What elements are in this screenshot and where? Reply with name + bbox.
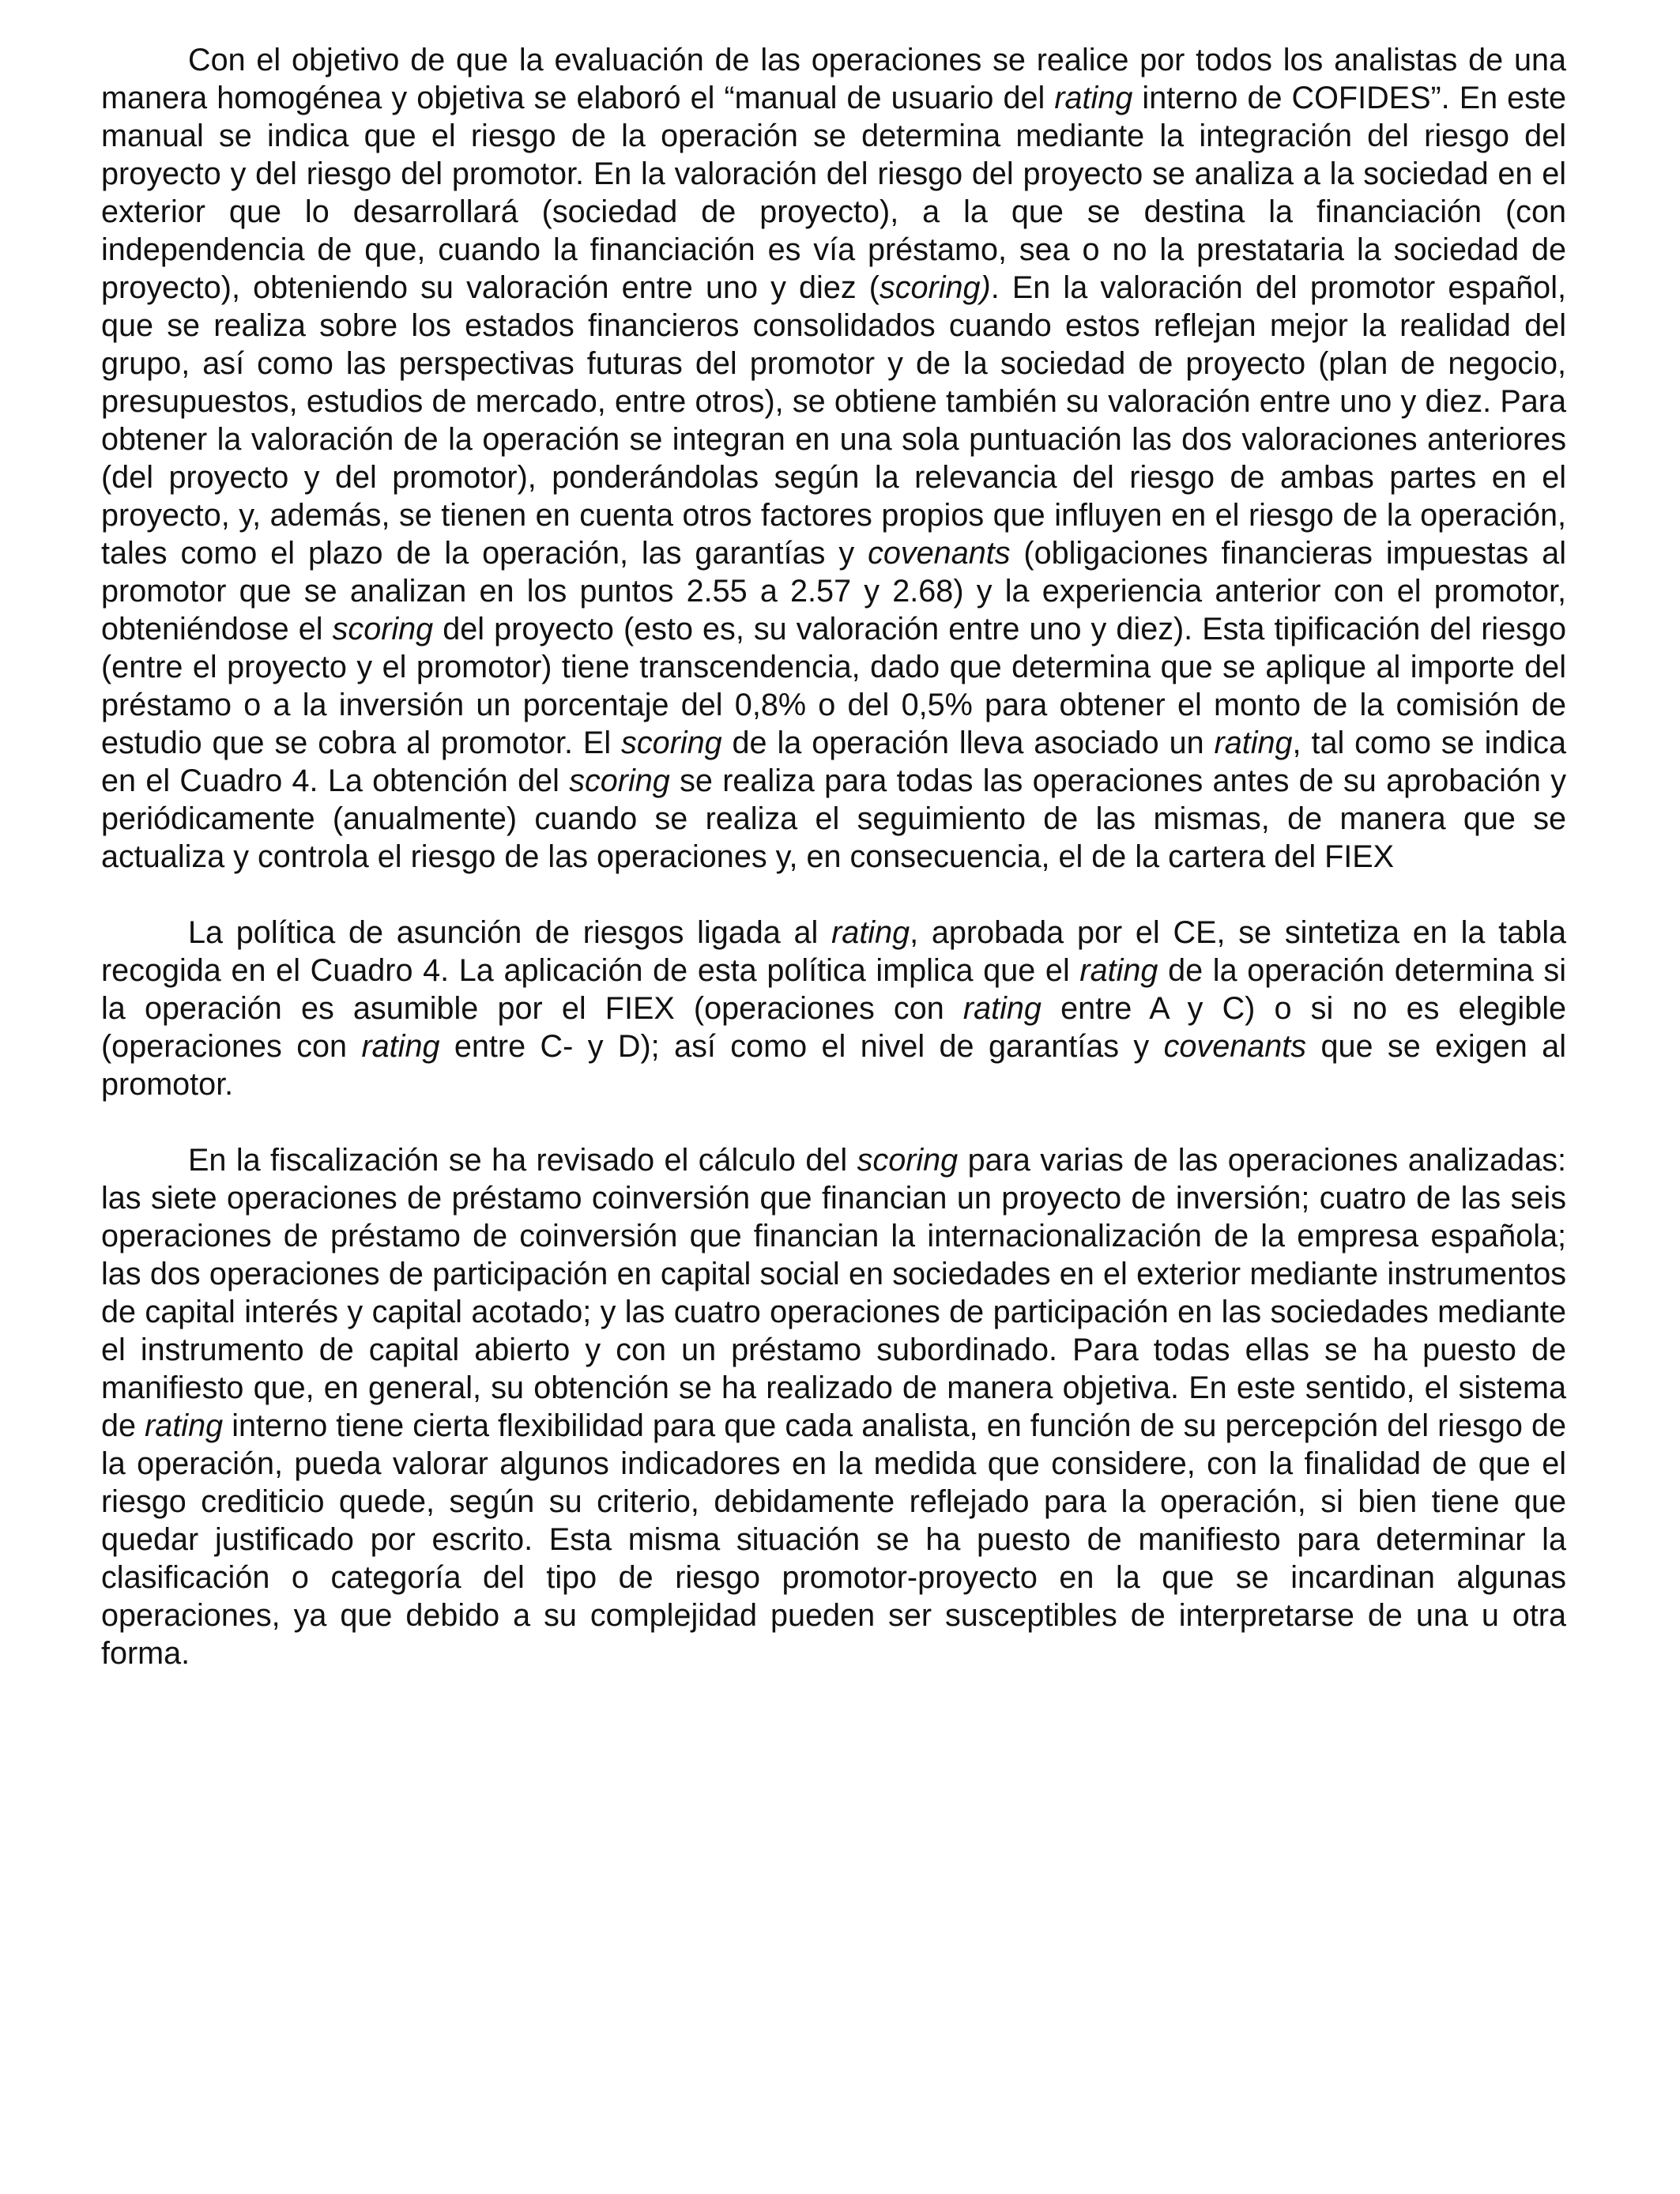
- text-segment: En la fiscalización se ha revisado el cálculo del: [188, 1143, 857, 1178]
- text-segment: entre C- y D); así como el nivel de garantías y: [439, 1029, 1164, 1064]
- text-segment: del proyecto (esto es, su valoración entre uno y diez). Esta tipificación del riesgo (entre el proyecto y el promotor) tiene transcendencia, dado que determina que se aplique al importe del préstamo o a la inversión un porcentaje del 0,8% o del 0,5% para obtener el monto de la comisión de estudio que se cobra al promotor. El: [101, 612, 1566, 760]
- text-segment: , aprobada por el CE, se sintetiza en la tabla recogida en el Cuadro 4. La aplicación de esta política implica que el: [101, 915, 1566, 988]
- text-segment: interno tiene cierta flexibilidad para que cada analista, en función de su percepción del riesgo de la operación, pueda valorar algunos indicadores en la medida que considere, con la finalidad de que el riesgo crediticio quede, según su criterio, debidamente reflejado para la operación, si bien tiene que quedar justificado por escrito. Esta misma situación se ha puesto de manifiesto para determinar la clasificación o categoría del tipo de riesgo promotor-proyecto en la que se incardinan algunas operaciones, ya que debido a su complejidad pueden ser susceptibles de interpretarse de una u otra forma.: [101, 1408, 1566, 1671]
- paragraph-2: [101, 914, 1566, 1103]
- text-segment: que se exigen al promotor.: [101, 1029, 1566, 1102]
- italic-term: rating: [962, 991, 1042, 1026]
- italic-term: scoring): [879, 270, 991, 305]
- italic-term: rating: [1214, 726, 1293, 760]
- italic-term: rating: [145, 1408, 224, 1443]
- document-page: [101, 41, 1566, 1672]
- italic-term: covenants: [1163, 1029, 1307, 1064]
- italic-term: rating: [1054, 81, 1133, 115]
- text-segment: (obligaciones financieras impuestas al promotor que se analizan en los puntos 2.55 a 2.57 y 2.68) y la experiencia anterior con el promotor, obteniéndose el: [101, 536, 1566, 647]
- italic-term: rating: [831, 915, 910, 950]
- text-segment: de la operación determina si la operación es asumible por el FIEX (operaciones con: [101, 953, 1566, 1026]
- italic-term: covenants: [868, 536, 1011, 571]
- text-segment: La política de asunción de riesgos ligada al: [188, 915, 832, 950]
- text-segment: . En la valoración del promotor español, que se realiza sobre los estados financieros consolidados cuando estos reflejan mejor la realidad del grupo, así como las perspectivas futuras del promotor y de la sociedad de proyecto (plan de negocio, presupuestos, estudios de mercado, entre otros), se obtiene también su valoración entre uno y diez. Para obtener la valoración de la operación se integran en una sola puntuación las dos valoraciones anteriores (del proyecto y del promotor), ponderándolas según la relevancia del riesgo de ambas partes en el proyecto, y, además, se tienen en cuenta otros factores propios que influyen en el riesgo de la operación, tales como el plazo de la operación, las garantías y: [101, 270, 1566, 571]
- italic-term: scoring: [621, 726, 722, 760]
- text-segment: para varias de las operaciones analizadas: las siete operaciones de préstamo coinversión que financian un proyecto de inversión; cuatro de las seis operaciones de préstamo de coinversión que financian la internacionalización de la empresa española; las dos operaciones de participación en capital social en sociedades en el exterior mediante instrumentos de capital interés y capital acotado; y las cuatro operaciones de participación en las sociedades mediante el instrumento de capital abierto y con un préstamo subordinado. Para todas ellas se ha puesto de manifiesto que, en general, su obtención se ha realizado de manera objetiva. En este sentido, el sistema de: [101, 1143, 1566, 1443]
- italic-term: scoring: [857, 1143, 959, 1178]
- text-segment: interno de COFIDES”. En este manual se indica que el riesgo de la operación se determina mediante la integración del riesgo del proyecto y del riesgo del promotor. En la valoración del riesgo del proyecto se analiza a la sociedad en el exterior que lo desarrollará (sociedad de proyecto), a la que se destina la financiación (con independencia de que, cuando la financiación es vía préstamo, sea o no la prestataria la sociedad de proyecto), obteniendo su valoración entre uno y diez (: [101, 81, 1566, 305]
- paragraph-3: [101, 1141, 1566, 1672]
- italic-term: scoring: [332, 612, 434, 647]
- italic-term: scoring: [569, 763, 670, 798]
- text-segment: Con el objetivo de que la evaluación de las operaciones se realice por todos los analistas de una manera homogénea y objetiva se elaboró el “manual de usuario del: [101, 43, 1566, 115]
- text-segment: entre A y C) o si no es elegible (operaciones con: [101, 991, 1567, 1064]
- text-segment: , tal como se indica en el Cuadro 4. La obtención del: [101, 726, 1566, 798]
- italic-term: rating: [361, 1029, 440, 1064]
- text-segment: de la operación lleva asociado un: [721, 726, 1215, 760]
- italic-term: rating: [1079, 953, 1158, 988]
- text-segment: se realiza para todas las operaciones antes de su aprobación y periódicamente (anualmente) cuando se realiza el seguimiento de las mismas, de manera que se actualiza y controla el riesgo de las operaciones y, en consecuencia, el de la cartera del FIEX: [101, 763, 1566, 874]
- paragraph-1: [101, 41, 1566, 876]
